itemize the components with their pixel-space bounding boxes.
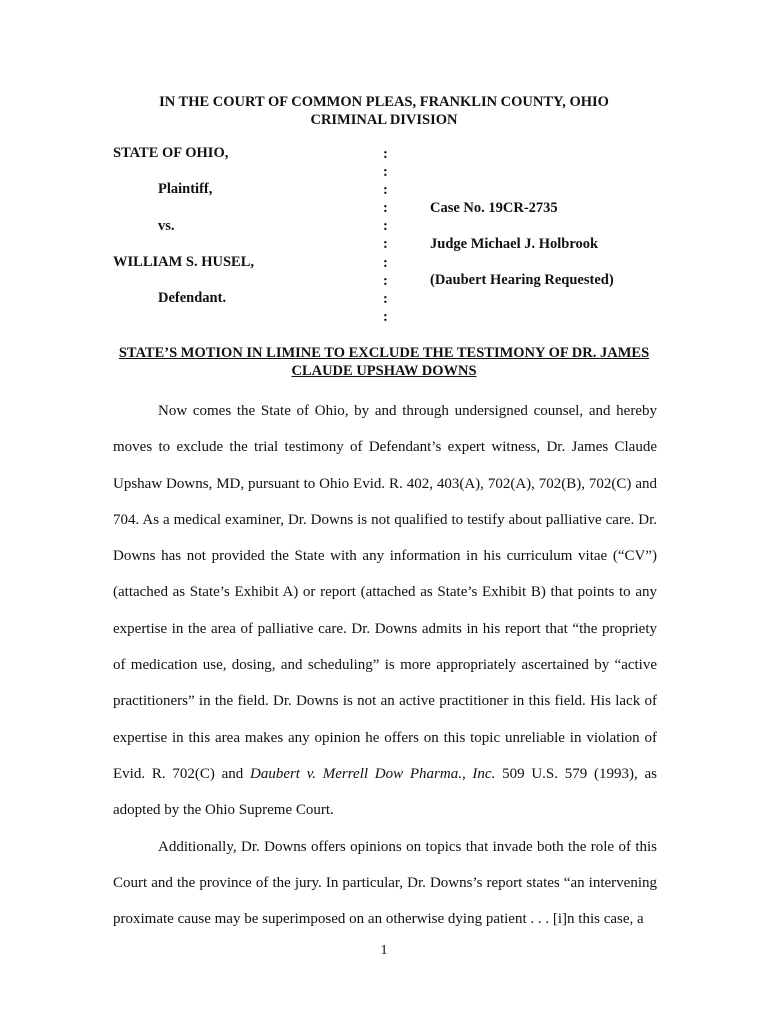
case-number: Case No. 19CR-2735 (430, 200, 558, 216)
paragraph-1-text: Now comes the State of Ohio, by and through undersigned counsel, and hereby moves to exclude the trial testimony of Defendant’s expert witness, Dr. James Claude Upshaw Downs, MD, pursuant to Ohio Evid. R. 402, 403(A), 702(A), 702(B), 702(C) and 704. As a medical examiner, Dr. Downs is not qualified to testify about palliative care. Dr. Downs has not provided the State with any information in his curriculum vitae (“CV”) (attached as State’s Exhibit A) or report (attached as State’s Exhibit B) that points to any expertise in the area of palliative care. Dr. Downs admits in his report that “the propriety of medication use, dosing, and scheduling” is more appropriately ascertained by “active practitioners” in the field. Dr. Downs is not an active practitioner in this field. His lack of expertise in this area makes any opinion he offers on this topic unreliable in violation of Evid. R. 702(C) and (113, 403, 657, 782)
caption-colon: : (383, 164, 388, 181)
case-caption (0, 145, 768, 325)
page-number: 1 (380, 943, 388, 958)
paragraph-1 (113, 393, 657, 829)
defendant-name: WILLIAM S. HUSEL, (113, 254, 255, 270)
motion-title: STATE’S MOTION IN LIMINE TO EXCLUDE THE TESTIMONY OF DR. JAMES CLAUDE UPSHAW DOWNS (118, 345, 650, 379)
motion-body (113, 393, 657, 937)
paragraph-2: Additionally, Dr. Downs offers opinions on topics that invade both the role of this Court and the province of the jury. In particular, Dr. Downs’s report states “an intervening proximate cause may be superimposed on an otherwise dying patient . . . [i]n this case, a (113, 838, 657, 928)
caption-colon: : (383, 254, 388, 271)
caption-colon: : (383, 200, 388, 217)
caption-divider (383, 145, 393, 326)
hearing-request: (Daubert Hearing Requested) (430, 272, 614, 288)
caption-colon: : (383, 308, 388, 325)
paragraph-1-text-end: 509 U.S. 579 (1993), as adopted by the Ohio Supreme Court. (113, 765, 657, 819)
plaintiff-name: STATE OF OHIO, (113, 145, 229, 161)
defendant-role: Defendant. (158, 290, 227, 306)
caption-colon: : (383, 218, 388, 235)
caption-colon: : (383, 236, 388, 253)
judge-name: Judge Michael J. Holbrook (430, 236, 599, 252)
court-header (0, 93, 768, 129)
caption-colon: : (383, 290, 388, 307)
plaintiff-role: Plaintiff, (158, 181, 213, 197)
court-division: CRIMINAL DIVISION (310, 112, 458, 128)
court-name: IN THE COURT OF COMMON PLEAS, FRANKLIN COUNTY, OHIO (159, 94, 609, 110)
case-citation: Daubert v. Merrell Dow Pharma., Inc. (249, 765, 496, 782)
caption-colon: : (383, 146, 388, 162)
versus-label: vs. (158, 218, 175, 234)
caption-colon: : (383, 272, 388, 289)
caption-colon: : (383, 182, 388, 199)
